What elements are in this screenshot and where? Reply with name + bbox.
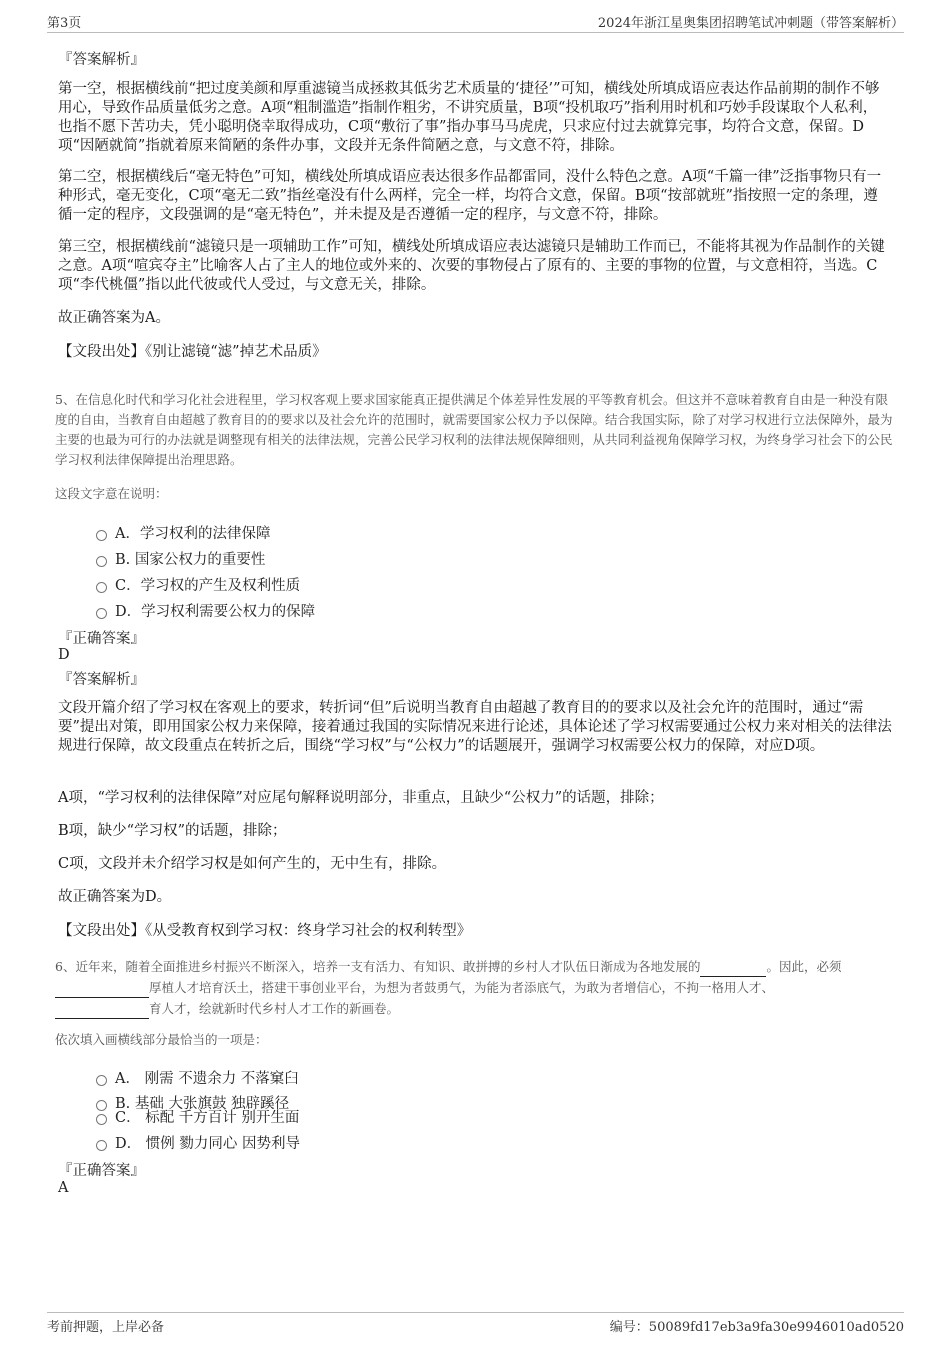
q4-source: 【文段出处】《别让滤镜“滤”掉艺术品质》: [58, 344, 327, 360]
document-title: 2024年浙江星奥集团招聘笔试冲刺题（带答案解析）: [597, 16, 904, 31]
q4-analysis-para-1: 第一空，根据横线前“把过度美颜和厚重滤镜当成拯救其低劣艺术质量的‘捷径’”可知，横线处所填成语应表达作品前期的制作不够用心，导致作品质量低劣之意。A项“粗制滥造”指制作粗劣，不讲究质量，B项“投机取巧”指利用时机和巧妙手段谋取个人私利，也指不愿下苦功夫，凭小聪明侥幸取得成功，C项“敷衍了事”指办事马马虎虎，只求应付过去就算完事，均符合文意，保留。D项“因陋就简”指就着原来简陋的条件办事，文段并无条件简陋之意，与文意不符，排除。: [58, 81, 880, 154]
q5-answer-statement: 故正确答案为D。: [58, 889, 172, 905]
q6-answer-label: 『正确答案』: [58, 1163, 145, 1179]
radio-icon[interactable]: [96, 1114, 107, 1125]
option-label: B. 国家公权力的重要性: [115, 552, 266, 568]
q4-answer-statement: 故正确答案为A。: [58, 310, 170, 326]
q6-stem-part-4: 育人才，绘就新时代乡村人才工作的新画卷。: [149, 1001, 400, 1016]
q6-stem: [55, 956, 900, 1019]
q5-option-c[interactable]: [96, 574, 300, 595]
radio-icon[interactable]: [96, 556, 107, 567]
page-number: 第3页: [47, 16, 82, 31]
document-id: 编号：50089fd17eb3a9fa30e9946010ad0520: [609, 1320, 904, 1335]
q6-stem-part-3: 厚植人才培育沃土，搭建干事创业平台，为想为者鼓勇气，为能为者添底气，为敢为者增信心，不拘一格用人才、: [149, 980, 775, 995]
q5-stem: 5、在信息化时代和学习化社会进程里，学习权客观上要求国家能真正提供满足个体差异性发展的平等教育机会。但这并不意味着教育自由是一种没有限度的自由，当教育自由超越了教育目的的要求以及社会允许的范围时，就需要国家公权力予以保障。结合我国实际，除了对学习权进行立法保障外，最为主要的也最为可行的办法就是调整现有相关的法律法规，完善公民学习权利的法律法规保障细则，从共同利益视角保障学习权，为终身学习社会下的公民学习权利法律保障提出治理思路。: [55, 392, 893, 467]
q6-option-d[interactable]: [96, 1132, 300, 1153]
radio-icon[interactable]: [96, 608, 107, 619]
q4-analysis-para-3: 第三空，根据横线前“滤镜只是一项辅助工作”可知，横线处所填成语应表达滤镜只是辅助工作而已，不能将其视为作品制作的关键之意。A项“喧宾夺主”比喻客人占了主人的地位或外来的、次要的事物侵占了原有的、主要的事物的位置，与文意相符，当选。C项“李代桃僵”指以此代彼或代人受过，与文意无关，排除。: [58, 239, 885, 293]
q6-answer: A: [58, 1180, 69, 1196]
q5-option-b[interactable]: [96, 548, 265, 569]
radio-icon[interactable]: [96, 1140, 107, 1151]
q5-option-d[interactable]: [96, 600, 315, 621]
page-header: [47, 12, 904, 33]
q6-question: 依次填入画横线部分最恰当的一项是：: [55, 1032, 268, 1047]
q5-analysis-para-2: A项，“学习权利的法律保障”对应尾句解释说明部分，非重点，且缺少“公权力”的话题，排除；: [58, 790, 664, 806]
radio-icon[interactable]: [96, 1075, 107, 1086]
q6-stem-part-2: 。因此，必须: [766, 959, 842, 974]
q5-analysis-para-1: 文段开篇介绍了学习权在客观上的要求，转折词“但”后说明当教育自由超越了教育目的的要求以及社会允许的范围时，通过“需要”提出对策，即用国家公权力来保障，接着通过我国的实际情况来进行论述，具体论述了学习权需要通过公权力来对相关的法律法规进行保障，故文段重点在转折之后，围绕“学习权”与“公权力”的话题展开，强调学习权需要公权力的保障，对应D项。: [58, 700, 892, 754]
q5-option-a[interactable]: [96, 522, 270, 543]
answer-blank-1: [700, 956, 766, 977]
option-label: C． 标配 千方百计 别开生面: [115, 1110, 300, 1126]
page-footer: [47, 1312, 904, 1338]
q4-analysis-label: 『答案解析』: [58, 52, 145, 68]
option-label: D．学习权利需要公权力的保障: [115, 604, 316, 620]
q6-option-c[interactable]: [96, 1106, 299, 1127]
option-label: A．学习权利的法律保障: [115, 526, 271, 542]
q6-stem-part-1: 6、近年来，随着全面推进乡村振兴不断深入，培养一支有活力、有知识、敢拼搏的乡村人才队伍日渐成为各地发展的: [55, 959, 701, 974]
q5-analysis-para-3: B项，缺少“学习权”的话题，排除；: [58, 823, 287, 839]
option-label: D． 惯例 勠力同心 因势利导: [115, 1136, 300, 1152]
q5-analysis-para-4: C项，文段并未介绍学习权是如何产生的，无中生有，排除。: [58, 856, 447, 872]
footer-slogan: 考前押题，上岸必备: [47, 1320, 165, 1335]
q6-option-a[interactable]: [96, 1067, 299, 1088]
q5-analysis-label: 『答案解析』: [58, 672, 145, 688]
option-label: C．学习权的产生及权利性质: [115, 578, 301, 594]
option-label: B. 基础 大张旗鼓 独辟蹊径: [115, 1096, 290, 1112]
q4-analysis-para-2: 第二空，根据横线后“毫无特色”可知，横线处所填成语应表达很多作品都雷同，没什么特色之意。A项“千篇一律”泛指事物只有一种形式，毫无变化，C项“毫无二致”指丝毫没有什么两样，完全一样，均符合文意，保留。B项“按部就班”指按照一定的条理，遵循一定的程序，文段强调的是“毫无特色”，并未提及是否遵循一定的程序，与文意不符，排除。: [58, 169, 882, 223]
radio-icon[interactable]: [96, 582, 107, 593]
q5-question: 这段文字意在说明：: [55, 486, 168, 501]
answer-blank-3: [55, 998, 149, 1019]
radio-icon[interactable]: [96, 530, 107, 541]
q5-answer-label: 『正确答案』: [58, 631, 145, 647]
option-label: A． 刚需 不遗余力 不落窠臼: [115, 1071, 299, 1087]
answer-blank-2: [55, 977, 149, 998]
q5-source: 【文段出处】《从受教育权到学习权：终身学习社会的权利转型》: [58, 923, 472, 939]
q5-answer: D: [58, 647, 70, 663]
